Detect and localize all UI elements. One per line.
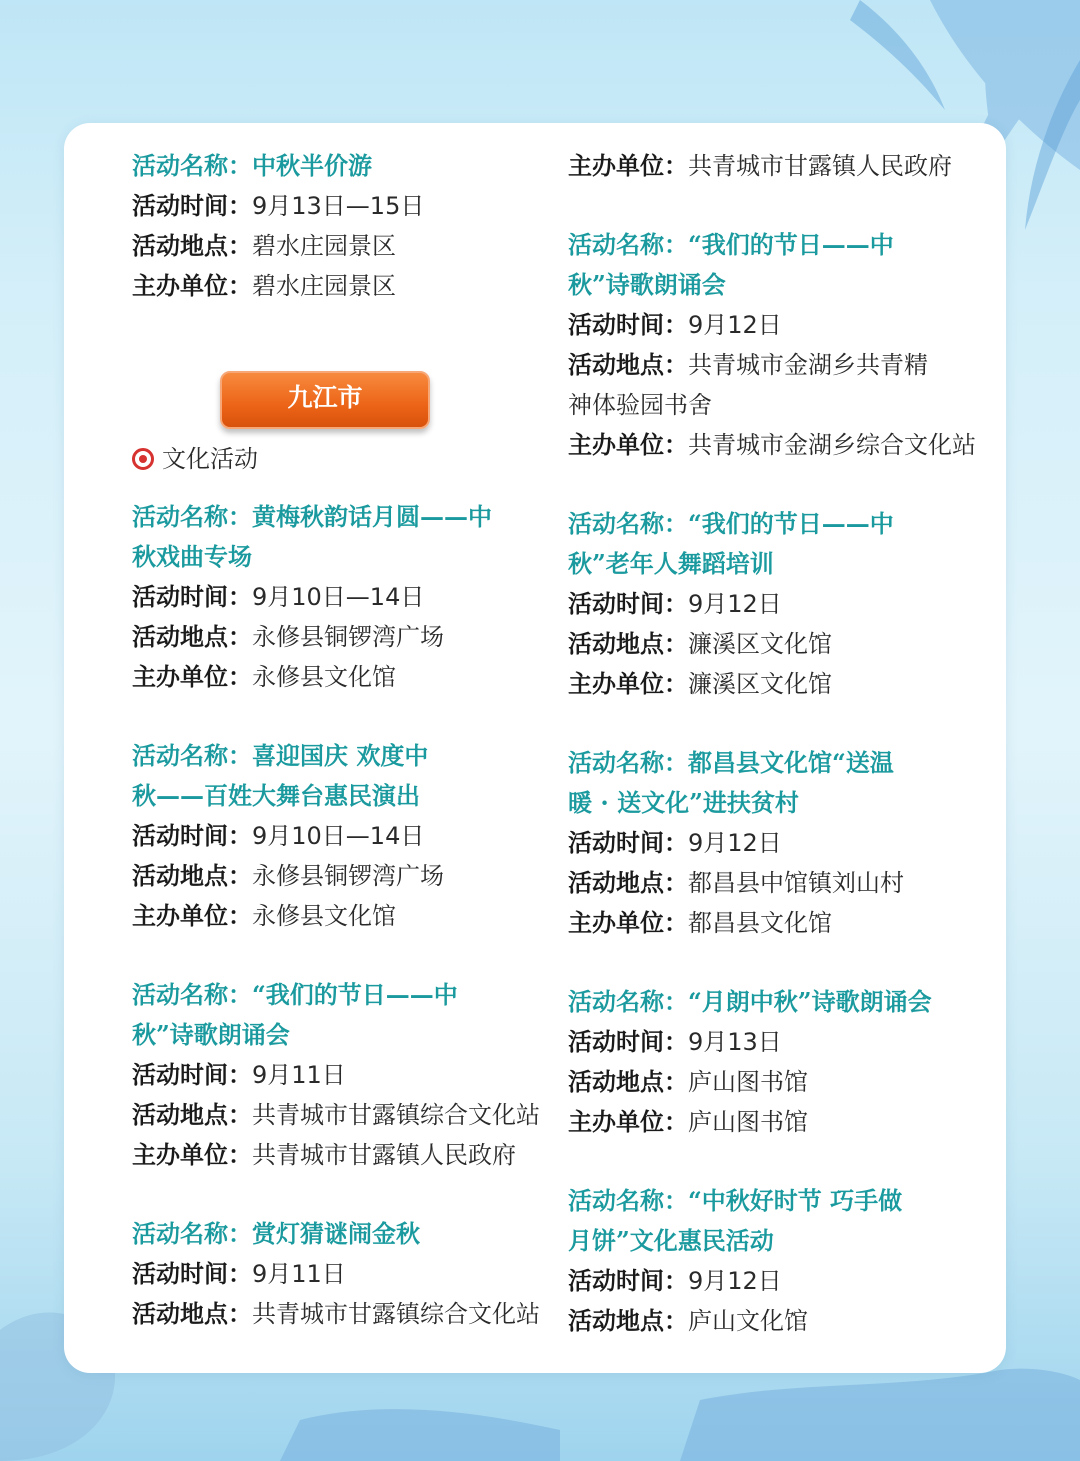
event-place: 活动地点：濂溪区文化馆 (568, 630, 832, 658)
event-name-cont: 暖 · 送文化”进扶贫村 (568, 788, 799, 817)
event-place: 活动地点：永修县铜锣湾广场 (132, 623, 444, 651)
event-name: 活动名称：赏灯猜谜闹金秋 (132, 1219, 420, 1248)
event-block (568, 225, 976, 465)
event-place: 活动地点：碧水庄园景区 (132, 232, 396, 260)
event-time: 活动时间：9月11日 (132, 1260, 346, 1288)
event-name: 活动名称：“我们的节日——中 (568, 230, 894, 259)
event-time: 活动时间：9月10日—14日 (132, 583, 425, 611)
event-place: 活动地点：共青城市甘露镇综合文化站 (132, 1300, 540, 1328)
event-name: 活动名称：喜迎国庆 欢度中 (132, 741, 429, 770)
target-bullet-icon (132, 448, 154, 470)
event-time: 活动时间：9月12日 (568, 590, 782, 618)
event-time: 活动时间：9月13日—15日 (132, 192, 425, 220)
right-column (568, 146, 976, 1380)
event-name-cont: 秋”老年人舞蹈培训 (568, 549, 774, 578)
left-column (132, 146, 552, 1373)
event-block (132, 497, 552, 697)
event-block-continued (568, 146, 968, 186)
event-host: 主办单位：永修县文化馆 (132, 902, 396, 930)
event-name: 活动名称：黄梅秋韵话月圆——中 (132, 502, 492, 531)
event-time: 活动时间：9月11日 (132, 1061, 346, 1089)
event-block (132, 736, 552, 936)
event-block (132, 1214, 552, 1334)
event-name-cont: 秋”诗歌朗诵会 (568, 270, 726, 299)
event-name: 活动名称：“月朗中秋”诗歌朗诵会 (568, 987, 932, 1016)
event-name-cont: 月饼”文化惠民活动 (568, 1226, 774, 1255)
event-name: 活动名称：“我们的节日——中 (132, 980, 458, 1009)
event-host: 主办单位：共青城市甘露镇人民政府 (132, 1141, 516, 1169)
event-name: 活动名称：中秋半价游 (132, 151, 372, 180)
event-block (132, 146, 552, 306)
event-host: 主办单位：都昌县文化馆 (568, 909, 832, 937)
event-name-cont: 秋——百姓大舞台惠民演出 (132, 781, 420, 810)
event-place: 活动地点：都昌县中馆镇刘山村 (568, 869, 904, 897)
event-block (568, 1181, 968, 1341)
event-place: 活动地点：共青城市甘露镇综合文化站 (132, 1101, 540, 1129)
event-name: 活动名称：“我们的节日——中 (568, 509, 894, 538)
event-place-cont: 神体验园书舍 (568, 391, 712, 419)
event-name: 活动名称：都昌县文化馆“送温 (568, 748, 894, 777)
event-time: 活动时间：9月10日—14日 (132, 822, 425, 850)
event-host: 主办单位：碧水庄园景区 (132, 272, 396, 300)
event-time: 活动时间：9月13日 (568, 1028, 782, 1056)
event-block (568, 743, 968, 943)
event-host: 主办单位：共青城市甘露镇人民政府 (568, 152, 952, 180)
city-section-header (132, 345, 552, 497)
event-block (132, 975, 552, 1175)
city-button-jiujiang[interactable]: 九江市 (220, 371, 430, 429)
event-host: 主办单位：庐山图书馆 (568, 1108, 808, 1136)
event-name-cont: 秋戏曲专场 (132, 542, 252, 571)
event-time: 活动时间：9月12日 (568, 829, 782, 857)
event-place: 活动地点：庐山图书馆 (568, 1068, 808, 1096)
event-host: 主办单位：濂溪区文化馆 (568, 670, 832, 698)
section-heading-label: 文化活动 (162, 445, 258, 473)
event-time: 活动时间：9月12日 (568, 311, 782, 339)
event-place: 活动地点：庐山文化馆 (568, 1307, 808, 1335)
event-block (568, 982, 968, 1142)
event-host: 主办单位：永修县文化馆 (132, 663, 396, 691)
section-heading (132, 439, 258, 479)
event-time: 活动时间：9月12日 (568, 1267, 782, 1295)
event-name-cont: 秋”诗歌朗诵会 (132, 1020, 290, 1049)
event-place: 活动地点：永修县铜锣湾广场 (132, 862, 444, 890)
event-host: 主办单位：共青城市金湖乡综合文化站 (568, 431, 976, 459)
event-block (568, 504, 968, 704)
event-name: 活动名称：“中秋好时节 巧手做 (568, 1186, 903, 1215)
event-place: 活动地点：共青城市金湖乡共青精 (568, 351, 928, 379)
